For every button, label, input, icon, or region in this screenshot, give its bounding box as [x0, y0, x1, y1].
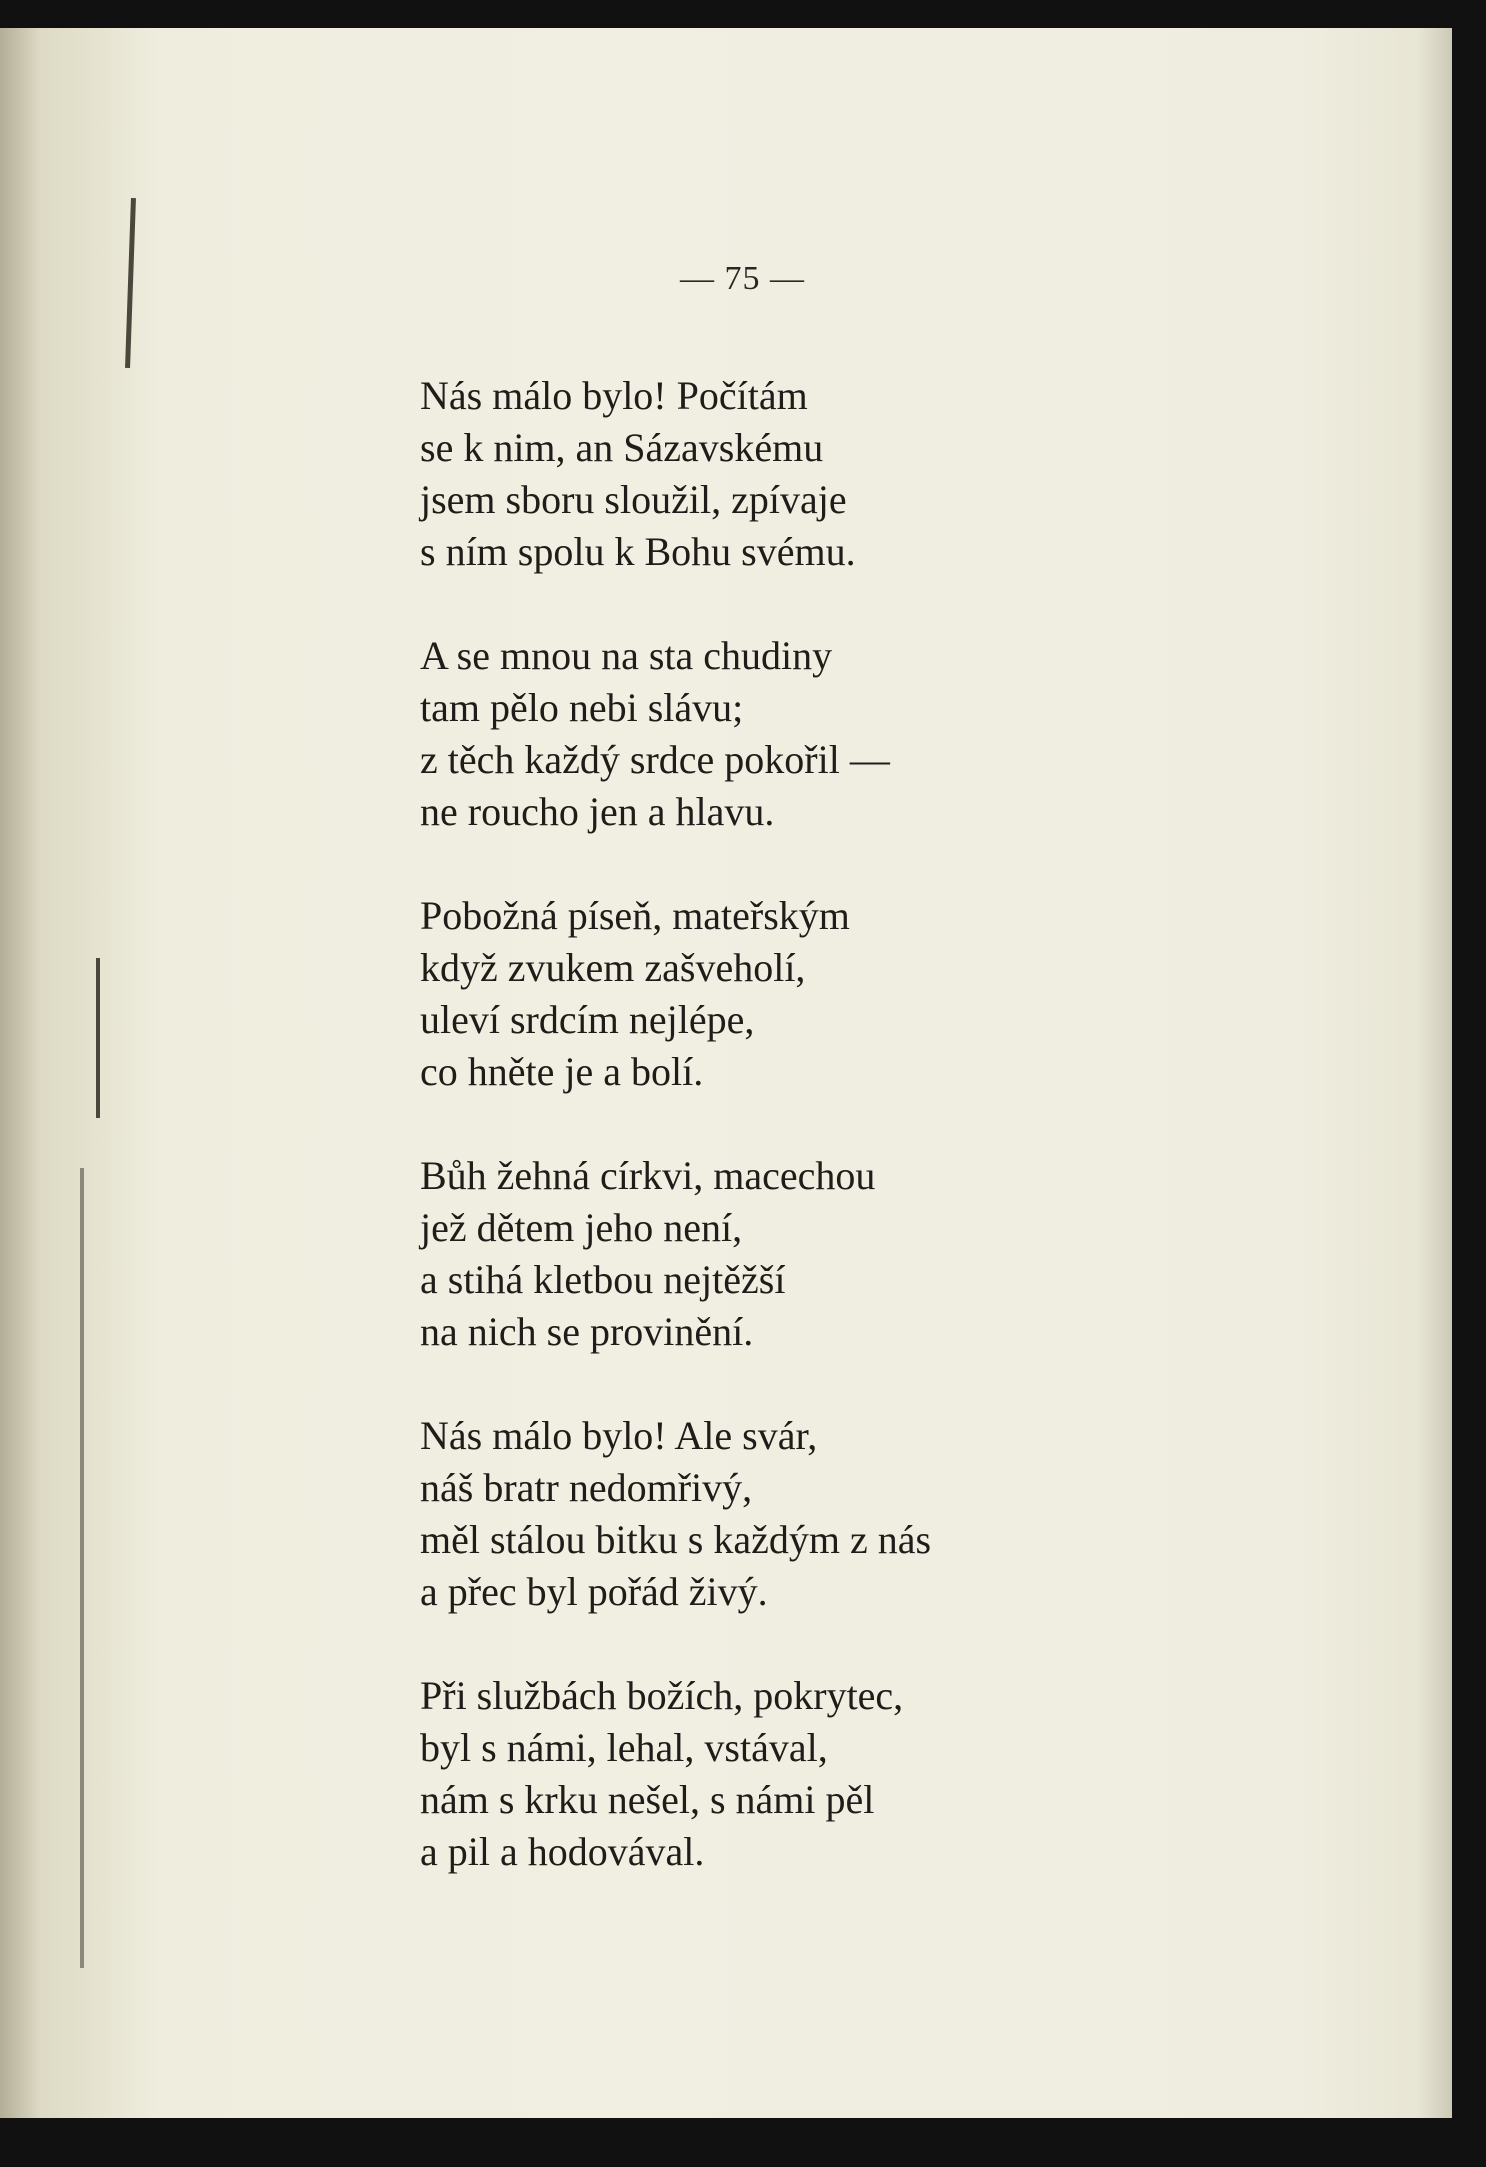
binding-crease — [96, 958, 100, 1118]
poem-line: uleví srdcím nejlépe, — [420, 997, 755, 1042]
poem-line: Pobožná píseň, mateřským — [420, 893, 850, 938]
page-edge-shadow — [1418, 28, 1452, 2118]
stanza — [420, 370, 931, 578]
poem-line: měl stálou bitku s každým z nás — [420, 1517, 932, 1562]
binding-crease — [80, 1168, 84, 1968]
stanza — [420, 630, 931, 838]
poem-line: Při službách božích, pokrytec, — [420, 1673, 904, 1718]
poem-line: náš bratr nedomřivý, — [420, 1465, 753, 1510]
poem-line: s ním spolu k Bohu svému. — [420, 529, 856, 574]
poem-line: a stihá kletbou nejtěžší — [420, 1257, 786, 1302]
poem-line: Bůh žehná církvi, macechou — [420, 1153, 876, 1198]
poem-line: jež dětem jeho není, — [420, 1205, 743, 1250]
poem-line: jsem sboru sloužil, zpívaje — [420, 477, 847, 522]
poem-line: A se mnou na sta chudiny — [420, 633, 833, 678]
poem — [420, 370, 931, 1930]
poem-line: a přec byl pořád živý. — [420, 1569, 768, 1614]
book-page — [0, 28, 1452, 2118]
poem-line: se k nim, an Sázavskému — [420, 425, 824, 470]
page-number: — 75 — — [680, 260, 805, 297]
poem-line: byl s námi, lehal, vstával, — [420, 1725, 828, 1770]
poem-line: co hněte je a bolí. — [420, 1049, 704, 1094]
stanza — [420, 1150, 931, 1358]
poem-line: Nás málo bylo! Ale svár, — [420, 1413, 818, 1458]
poem-line: když zvukem zašveholí, — [420, 945, 806, 990]
poem-line: ne roucho jen a hlavu. — [420, 789, 775, 834]
poem-line: nám s krku nešel, s námi pěl — [420, 1777, 875, 1822]
stanza — [420, 890, 931, 1098]
poem-line: z těch každý srdce pokořil — — [420, 737, 890, 782]
stanza — [420, 1670, 931, 1878]
poem-line: na nich se provinění. — [420, 1309, 754, 1354]
stanza — [420, 1410, 931, 1618]
poem-line: Nás málo bylo! Počítám — [420, 373, 808, 418]
poem-line: tam pělo nebi slávu; — [420, 685, 744, 730]
poem-line: a pil a hodovával. — [420, 1829, 705, 1874]
